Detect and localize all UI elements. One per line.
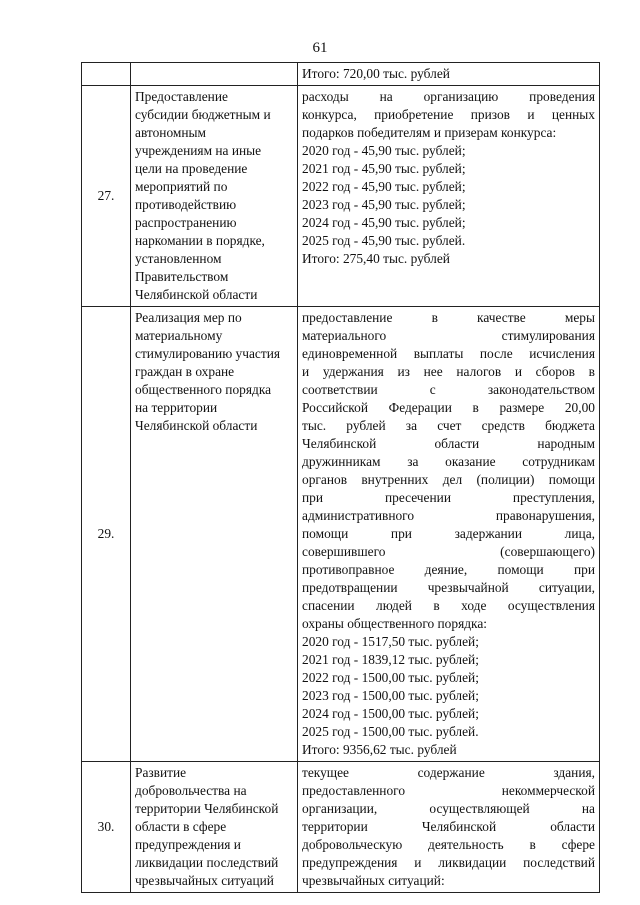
measure-name-line: области в сфере [135,819,227,834]
description-line: 2023 год - 1500,00 тыс. рублей; [302,688,479,703]
description-line: текущее содержание здания, [302,765,595,780]
measure-name-line: установленном [135,251,222,266]
measure-name [131,63,298,86]
description-line: Челябинской области народным [302,436,595,451]
measure-name-line: стимулированию участия [135,346,281,361]
measure-name-line: ликвидации последствий [135,855,279,870]
description-line: подарков победителям и призерам конкурса: [302,125,557,140]
measure-name-line: цели на проведение [135,161,248,176]
description-line: добровольческую деятельность в сфере [302,837,595,852]
measure-description [298,86,600,307]
table-row [82,307,600,762]
description-line: 2025 год - 1500,00 тыс. рублей. [302,724,479,739]
measure-description [298,762,600,893]
row-number [82,63,131,86]
document-table [81,62,600,893]
description-line: 2023 год - 45,90 тыс. рублей; [302,197,466,212]
row-number: 27. [82,86,131,307]
description-line: 2020 год - 1517,50 тыс. рублей; [302,634,479,649]
measure-name-line: чрезвычайных ситуаций [135,873,274,888]
description-line: 2021 год - 45,90 тыс. рублей; [302,161,466,176]
description-line: 2025 год - 45,90 тыс. рублей. [302,233,466,248]
measure-name-line: предупреждения и [135,837,241,852]
description-line: и удержания из нее налогов и сборов в [302,364,595,379]
measure-name-line: автономным [135,125,207,140]
description-line: территории Челябинской области [302,819,595,834]
measure-name-line: Предоставление [135,89,228,104]
description-line: совершившего (совершающего) [302,544,595,559]
description-line: дружинникам за оказание сотрудникам [302,454,595,469]
description-line: административного правонарушения, [302,508,595,523]
description-line: Итого: 9356,62 тыс. рублей [302,742,457,757]
description-line: организации, осуществляющей на [302,801,595,816]
measure-name-line: материальному [135,328,223,343]
row-number: 29. [82,307,131,762]
description-line: Российской Федерации в размере 20,00 [302,400,595,415]
table-row [82,762,600,893]
measure-name-line: распространению [135,215,237,230]
description-line: 2020 год - 45,90 тыс. рублей; [302,143,466,158]
table-row [82,63,600,86]
measure-name-line: территории Челябинской [135,801,279,816]
description-line: соответствии с законодательством [302,382,595,397]
row-number: 30. [82,762,131,893]
description-line: Итого: 720,00 тыс. рублей [302,66,450,81]
description-line: материального стимулирования [302,328,595,343]
measure-description [298,63,600,86]
description-line: помощи при задержании лица, [302,526,595,541]
measure-name-line: Челябинской области [135,287,258,302]
description-line: 2022 год - 1500,00 тыс. рублей; [302,670,479,685]
description-line: 2022 год - 45,90 тыс. рублей; [302,179,466,194]
measure-name-line: субсидии бюджетным и [135,107,271,122]
measure-name-line: учреждениям на иные [135,143,262,158]
measure-name-line: добровольчества на [135,783,247,798]
measure-name-line: Реализация мер по [135,310,242,325]
measure-name-line: на территории [135,400,218,415]
description-line: 2024 год - 1500,00 тыс. рублей; [302,706,479,721]
description-line: предоставление в качестве меры [302,310,595,325]
measure-name [131,307,298,762]
measure-name [131,86,298,307]
measure-description [298,307,600,762]
page-number: 61 [312,40,328,56]
measure-name [131,762,298,893]
description-line: чрезвычайных ситуаций: [302,873,445,888]
measure-name-line: Правительством [135,269,229,284]
description-line: предупреждения и ликвидации последствий [302,855,595,870]
description-line: спасении людей в ходе осуществления [302,598,595,613]
measure-name-line: Развитие [135,765,187,780]
description-line: 2024 год - 45,90 тыс. рублей; [302,215,466,230]
measure-name-line: противодействию [135,197,237,212]
measure-name-line: наркомании в порядке, [135,233,265,248]
description-line: тыс. рублей за счет средств бюджета [302,418,595,433]
measure-name-line: общественного порядка [135,382,272,397]
description-line: предотвращении чрезвычайной ситуации, [302,580,595,595]
description-line: при пресечении преступления, [302,490,595,505]
description-line: единовременной выплаты после исчисления [302,346,595,361]
table-row [82,86,600,307]
description-line: противоправное деяние, помощи при [302,562,595,577]
description-line: 2021 год - 1839,12 тыс. рублей; [302,652,479,667]
measure-name-line: Челябинской области [135,418,258,433]
description-line: конкурса, приобретение призов и ценных [302,107,595,122]
description-line: органов внутренних дел (полиции) помощи [302,472,595,487]
measure-name-line: мероприятий по [135,179,228,194]
description-line: охраны общественного порядка: [302,616,488,631]
description-line: предоставленного некоммерческой [302,783,595,798]
measure-name-line: граждан в охране [135,364,235,379]
description-line: расходы на организацию проведения [302,89,595,104]
description-line: Итого: 275,40 тыс. рублей [302,251,450,266]
